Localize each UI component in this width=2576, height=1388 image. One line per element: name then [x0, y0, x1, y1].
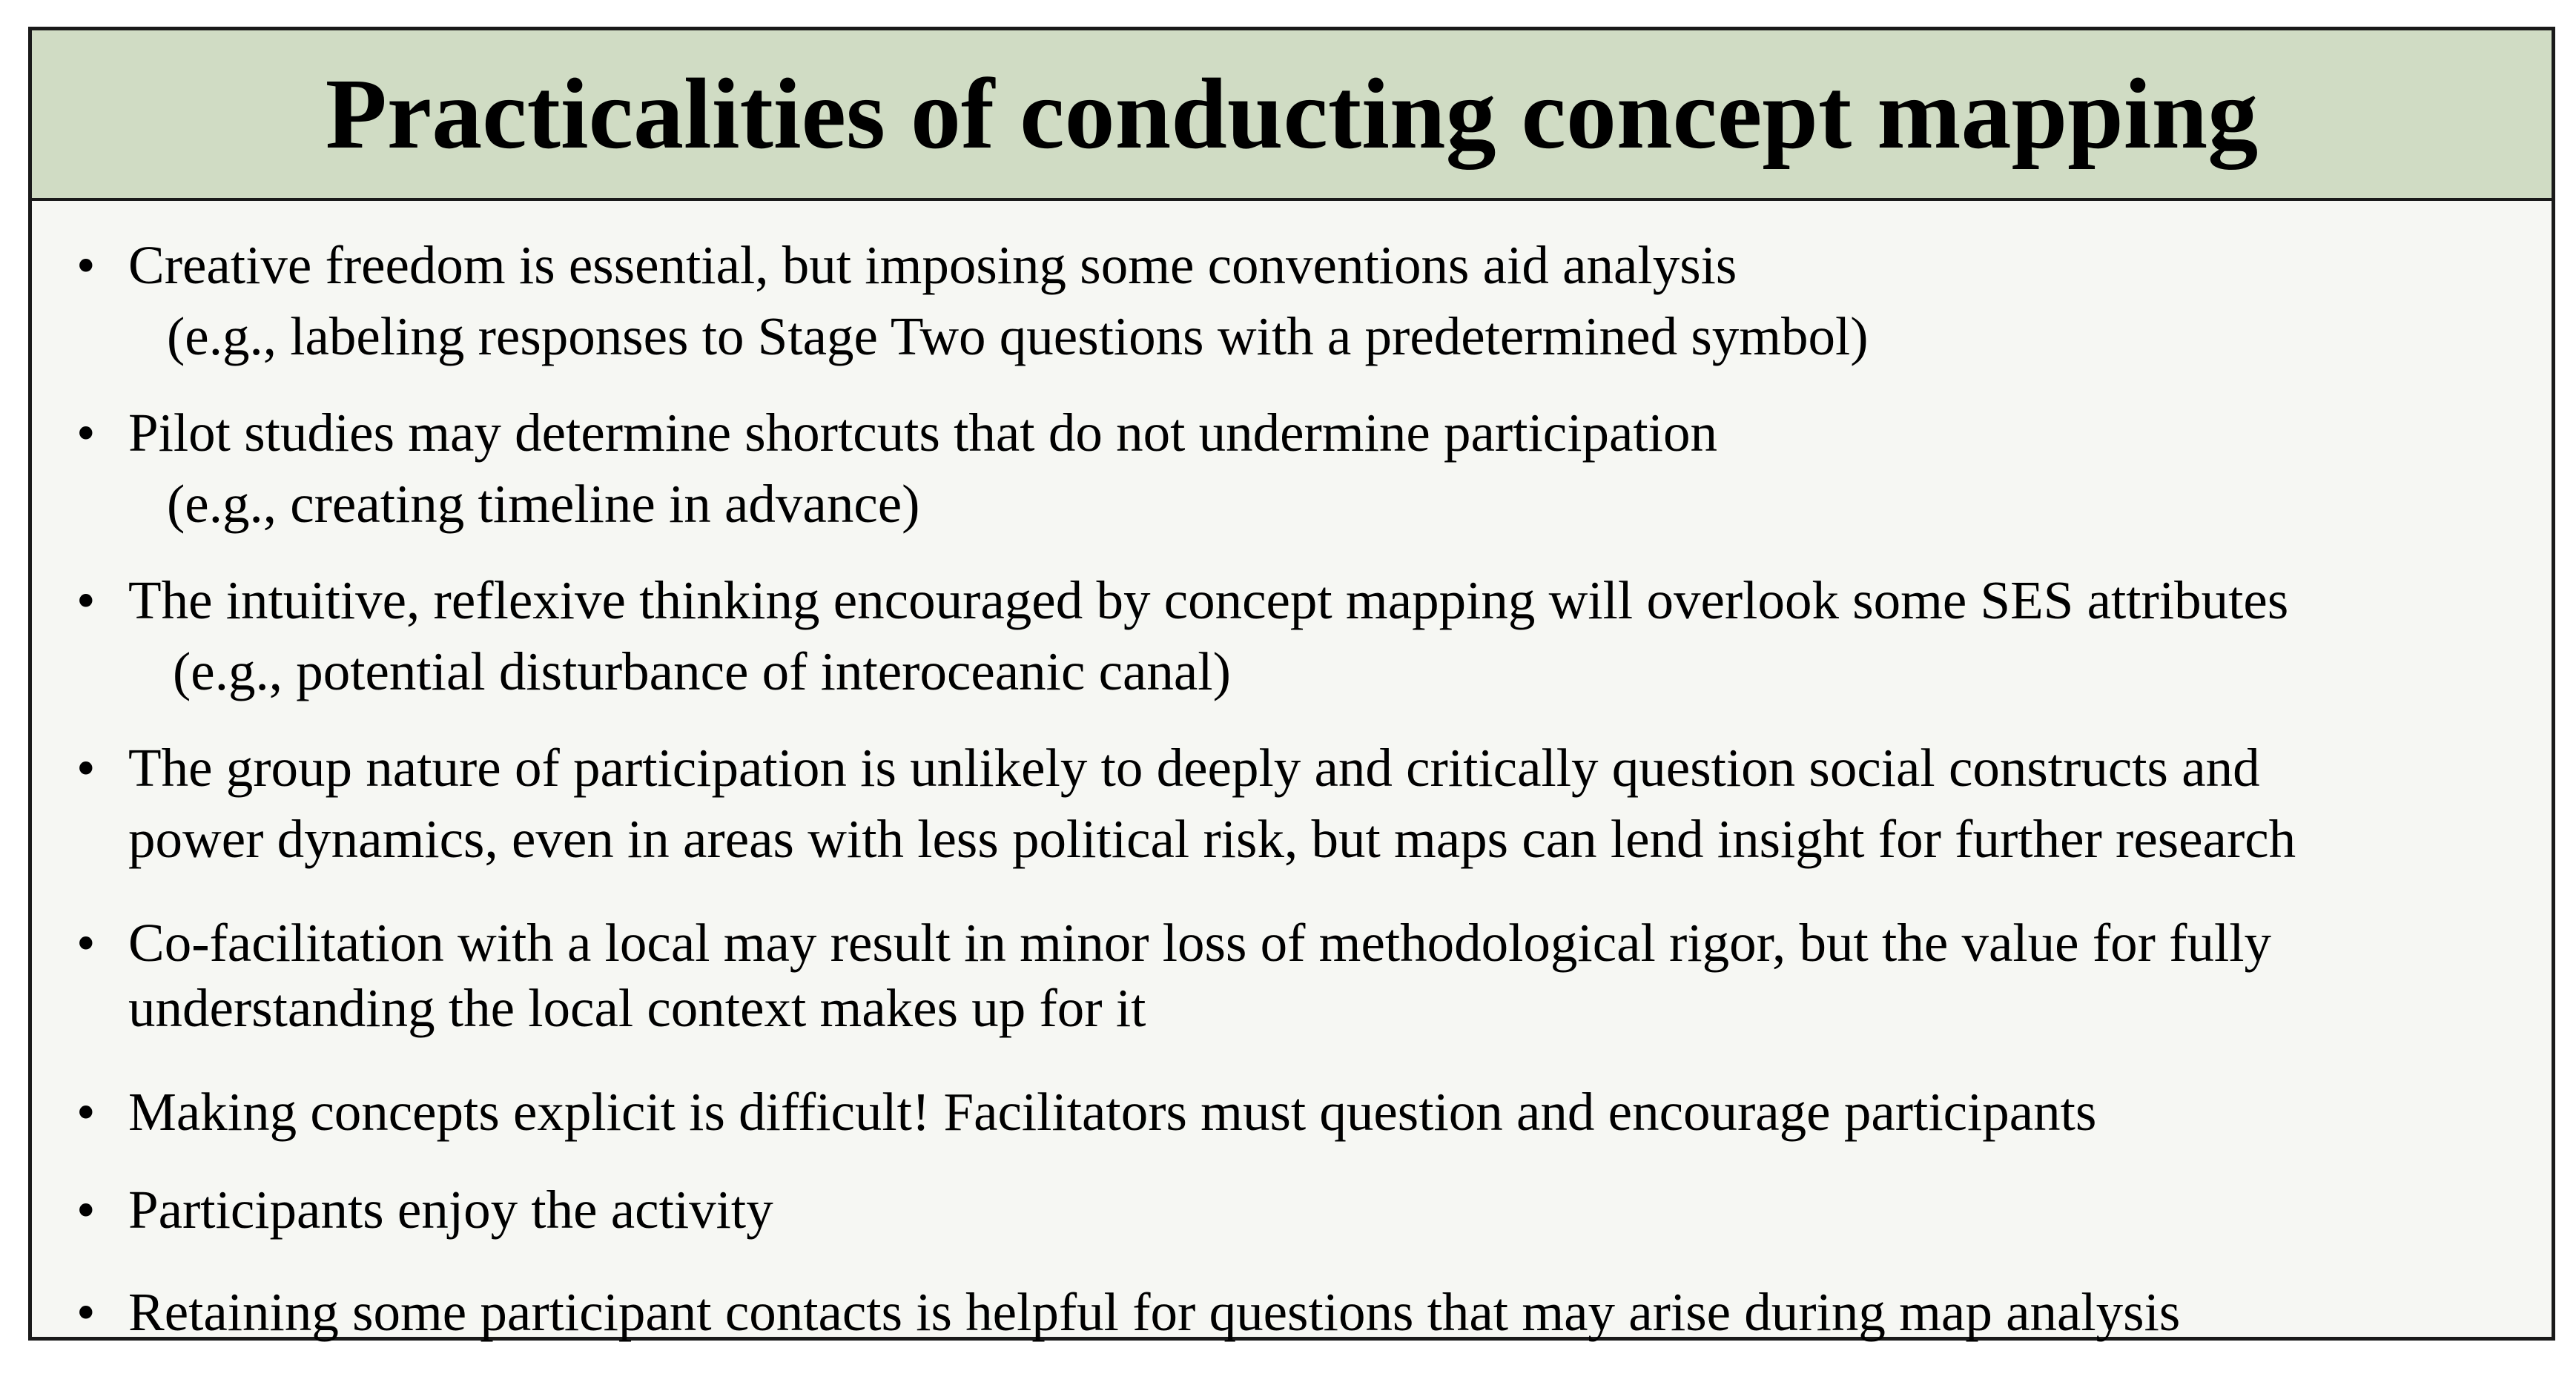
bullet-icon: • [76, 738, 96, 798]
item-text: Co-facilitation with a local may result in minor loss of methodological rigor, but the value for fully [128, 913, 2272, 973]
item-example: (e.g., potential disturbance of interoceanic canal) [173, 641, 1231, 701]
title-banner [32, 30, 2552, 201]
item-text: The group nature of participation is unlikely to deeply and critically question social constructs and [128, 738, 2260, 798]
page-title: Practicalities of conducting concept mapping [325, 59, 2259, 170]
item-text: Making concepts explicit is difficult! Facilitators must question and encourage participants [128, 1082, 2097, 1142]
item-text: Participants enjoy the activity [128, 1180, 773, 1240]
bullet-icon: • [76, 235, 96, 295]
slide-frame [28, 27, 2555, 1341]
bullet-icon: • [76, 1082, 96, 1142]
item-text-continued: understanding the local context makes up for it [128, 978, 1146, 1038]
item-text: Creative freedom is essential, but imposing some conventions aid analysis [128, 235, 1737, 295]
item-text-continued: power dynamics, even in areas with less political risk, but maps can lend insight for further research [128, 809, 2296, 869]
bullet-icon: • [76, 913, 96, 973]
bullet-icon: • [76, 570, 96, 630]
item-example: (e.g., labeling responses to Stage Two questions with a predetermined symbol) [167, 306, 1869, 366]
bullet-icon: • [76, 403, 96, 463]
item-example: (e.g., creating timeline in advance) [167, 474, 920, 534]
item-text: Pilot studies may determine shortcuts that do not undermine participation [128, 403, 1717, 463]
bullet-icon: • [76, 1282, 96, 1342]
item-text: Retaining some participant contacts is helpful for questions that may arise during map analysis [128, 1282, 2181, 1342]
item-text: The intuitive, reflexive thinking encouraged by concept mapping will overlook some SES attributes [128, 570, 2289, 630]
bullet-icon: • [76, 1180, 96, 1240]
